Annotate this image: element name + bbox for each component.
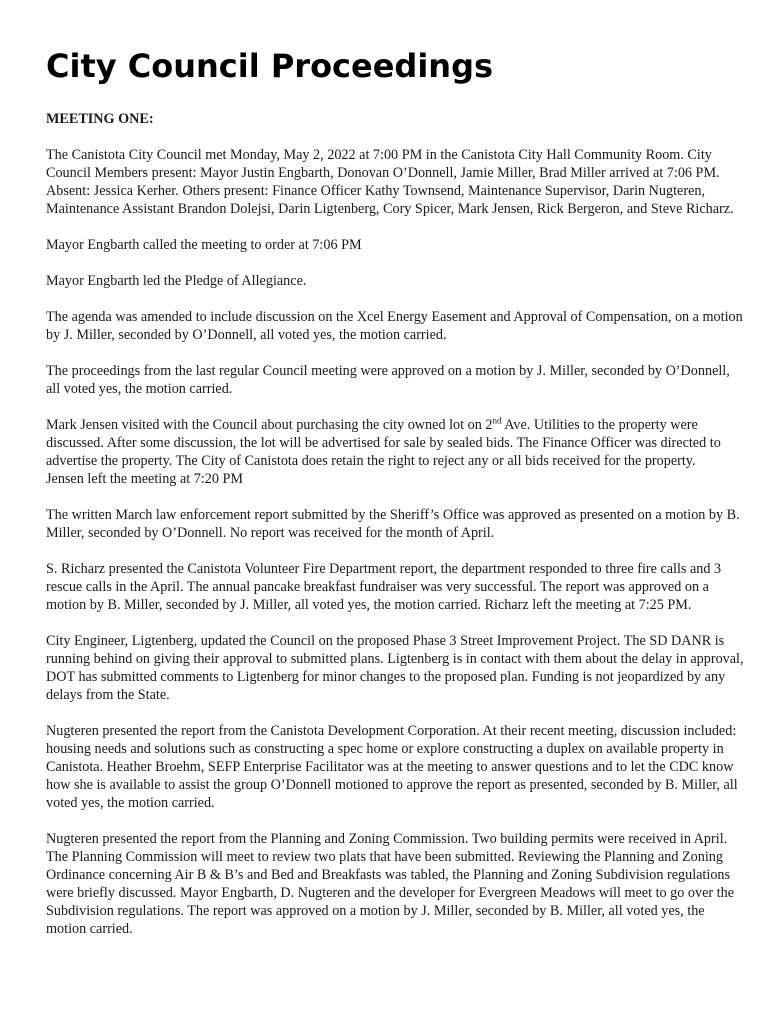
- paragraph-lot-purchase: [46, 416, 746, 470]
- paragraph-planning-zoning: Nugteren presented the report from the Planning and Zoning Commission. Two building permits were received in April. The Planning Commission will meet to review two plats that have been submitted. Reviewing the Planning and Zoning Ordinance concerning Air B & B’s and Bed and Breakfasts was tabled, the Planning and Zoning Subdivision regulations were briefly discussed. Mayor Engbarth, D. Nugteren and the developer for Evergreen Meadows will meet to go over the Subdivision regulations. The report was approved on a motion by J. Miller, seconded by B. Miller, all voted yes, the motion carried.: [46, 831, 735, 937]
- paragraph-law-enforcement: The written March law enforcement report submitted by the Sheriff’s Office was approved as presented on a motion by B. Miller, seconded by O’Donnell. No report was received for the month of April.: [46, 507, 740, 541]
- document-page: [46, 44, 746, 956]
- paragraph-fire-department: S. Richarz presented the Canistota Volunteer Fire Department report, the department responded to three fire calls and 3 rescue calls in the April. The annual pancake breakfast fundraiser was very successful. The report was approved on a motion by B. Miller, seconded by J. Miller, all voted yes, the motion carried. Richarz left the meeting at 7:25 PM.: [46, 561, 722, 613]
- lot-text-start: Mark Jensen visited with the Council about purchasing the city owned lot on 2: [46, 417, 493, 433]
- paragraph-street-project: City Engineer, Ligtenberg, updated the Council on the proposed Phase 3 Street Improvement Project. The SD DANR is running behind on giving their approval to submitted plans. Ligtenberg is in contact with them about the delay in approval, DOT has submitted comments to Ligtenberg for minor changes to the proposed plan. Funding is not jeopardized by any delays from the State.: [46, 633, 744, 703]
- ordinal-suffix: nd: [492, 415, 502, 426]
- page-title: City Council Proceedings: [46, 47, 494, 85]
- paragraph-pledge: Mayor Engbarth led the Pledge of Allegiance.: [46, 273, 307, 289]
- paragraph-agenda: The agenda was amended to include discussion on the Xcel Energy Easement and Approval of Compensation, on a motion by J. Miller, seconded by O’Donnell, all voted yes, the motion carried.: [46, 309, 743, 343]
- paragraph-jensen-left: Jensen left the meeting at 7:20 PM: [46, 471, 244, 487]
- paragraph-proceedings: The proceedings from the last regular Council meeting were approved on a motion by J. Miller, seconded by O’Donnell, all voted yes, the motion carried.: [46, 363, 730, 397]
- paragraph-development-corp: Nugteren presented the report from the Canistota Development Corporation. At their recent meeting, discussion included: housing needs and solutions such as constructing a spec home or explore constructing a duplex on available property in Canistota. Heather Broehm, SEFP Enterprise Facilitator was at the meeting to answer questions and to let the CDC know how she is available to assist the group O’Donnell motioned to approve the report as presented, seconded by B. Miller, all voted yes, the motion carried.: [46, 723, 738, 811]
- meeting-label: MEETING ONE:: [46, 111, 154, 127]
- paragraph-attendance: The Canistota City Council met Monday, May 2, 2022 at 7:00 PM in the Canistota City Hall Community Room. City Council Members present: Mayor Justin Engbarth, Donovan O’Donnell, Jamie Miller, Brad Miller arrived at 7:06 PM. Absent: Jessica Kerher. Others present: Finance Officer Kathy Townsend, Maintenance Supervisor, Darin Nugteren, Maintenance Assistant Brandon Dolejsi, Darin Ligtenberg, Cory Spicer, Mark Jensen, Rick Bergeron, and Steve Richarz.: [46, 147, 734, 217]
- paragraph-call-to-order: Mayor Engbarth called the meeting to order at 7:06 PM: [46, 237, 362, 253]
- lot-text-end: Ave. Utilities to the property were discussed. After some discussion, the lot will be advertised for sale by sealed bids. The Finance Officer was directed to advertise the property. The City of Canistota does retain the right to reject any or all bids received for the property.: [46, 417, 721, 469]
